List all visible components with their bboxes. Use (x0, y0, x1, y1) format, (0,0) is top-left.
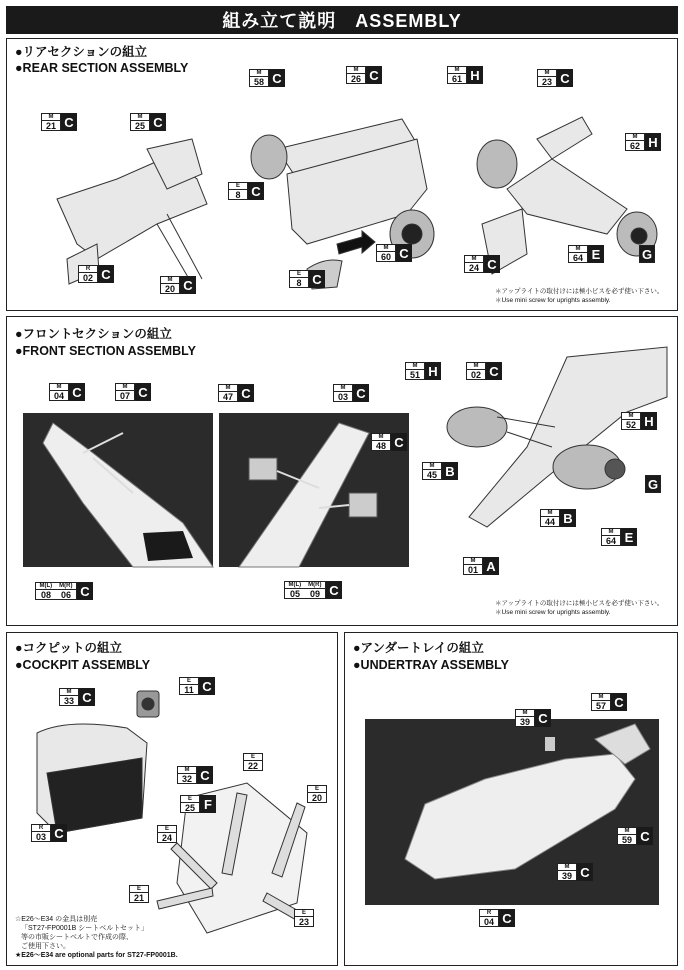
undertray-panel (344, 632, 678, 966)
front-tag-m51: M 51 H (405, 362, 441, 380)
undertray-tag-m39-a: M 39 C (515, 709, 551, 727)
cockpit-tag-r03: R 03 C (31, 824, 67, 842)
part-tag-g: G (639, 245, 655, 263)
part-tag-m62: M 62 H (625, 133, 661, 151)
front-tag-m05-m09: M(L) M(R) 05 09 C (284, 581, 342, 599)
rear-note-en: ＊Use mini screw for uprights assembly. (495, 297, 611, 304)
front-title-jp: ●フロントセクションの組立 (15, 327, 172, 341)
undertray-tag-m39-b: M 39 C (557, 863, 593, 881)
front-tag-m02: M 02 C (466, 362, 502, 380)
cockpit-tag-e23: E 23 (294, 909, 314, 927)
part-tag-m20: M 20 C (160, 276, 196, 294)
front-tag-m44: M 44 B (540, 509, 576, 527)
part-tag-m61: M 61 H (447, 66, 483, 84)
front-title-en: ●FRONT SECTION ASSEMBLY (15, 344, 196, 358)
undertray-title-en: ●UNDERTRAY ASSEMBLY (353, 658, 509, 672)
cockpit-note: ☆E26〜E34 の金具は別売 「ST27-FP0001B シートベルトセット」 等の市販シートベルトで作成の際、 ご使用下さい。 ★E26〜E34 are optional parts for ST27-FP0001B. (15, 916, 178, 959)
part-tag-m26: M 26 C (346, 66, 382, 84)
front-tag-m08-m06: M(L) M(R) 08 06 C (35, 582, 93, 600)
front-note-en: ＊Use mini screw for uprights assembly. (495, 609, 611, 616)
part-tag-m25: M 25 C (130, 113, 166, 131)
front-tag-m04: M 04 C (49, 383, 85, 401)
undertray-tag-r04: R 04 C (479, 909, 515, 927)
cockpit-tag-e21: E 21 (129, 885, 149, 903)
cockpit-title-jp: ●コクピットの組立 (15, 641, 123, 655)
part-tag-e8-a: E 8 C (228, 182, 264, 200)
rear-note-jp: ＊アップライトの取付けには極小ビスを必ず使い下さい。 (495, 288, 664, 295)
front-tag-m47: M 47 C (218, 384, 254, 402)
part-tag-m60: M 60 C (376, 244, 412, 262)
undertray-tag-m59: M 59 C (617, 827, 653, 845)
front-tag-m07: M 07 C (115, 383, 151, 401)
part-tag-m21: M 21 C (41, 113, 77, 131)
part-tag-m23: M 23 C (537, 69, 573, 87)
front-tag-m48: M 48 C (371, 433, 407, 451)
cockpit-tag-e20: E 20 (307, 785, 327, 803)
front-note-jp: ＊アップライトの取付けには極小ビスを必ず使い下さい。 (495, 600, 664, 607)
front-tag-m52: M 52 H (621, 412, 657, 430)
cockpit-tag-m33: M 33 C (59, 688, 95, 706)
part-tag-e8-b: E 8 C (289, 270, 325, 288)
cockpit-title-en: ●COCKPIT ASSEMBLY (15, 658, 151, 672)
front-section-panel (6, 316, 678, 626)
front-tag-m64: M 64 E (601, 528, 637, 546)
cockpit-tag-e25: E 25 F (180, 795, 216, 813)
front-tag-g: G (645, 475, 661, 493)
undertray-tag-m57: M 57 C (591, 693, 627, 711)
part-tag-m58: M 58 C (249, 69, 285, 87)
part-tag-r02: R 02 C (78, 265, 114, 283)
undertray-photo (365, 719, 659, 905)
cockpit-tag-m32: M 32 C (177, 766, 213, 784)
front-section-drawing (7, 317, 678, 626)
front-tag-m01: M 01 A (463, 557, 499, 575)
page-header (6, 6, 678, 34)
front-tag-m03: M 03 C (333, 384, 369, 402)
cockpit-panel (6, 632, 338, 966)
part-tag-m64: M 64 E (568, 245, 604, 263)
cockpit-tag-e22: E 22 (243, 753, 263, 771)
rear-title-en: ●REAR SECTION ASSEMBLY (15, 61, 189, 75)
part-tag-m24: M 24 C (464, 255, 500, 273)
rear-section-panel (6, 38, 678, 311)
page-title: 組み立て説明 ASSEMBLY (222, 11, 462, 31)
rear-title-jp: ●リアセクションの組立 (15, 45, 148, 59)
undertray-title-jp: ●アンダートレイの組立 (353, 641, 484, 655)
cockpit-tag-e11: E 11 C (179, 677, 215, 695)
cockpit-tag-e24: E 24 (157, 825, 177, 843)
front-tag-m45: M 45 B (422, 462, 458, 480)
